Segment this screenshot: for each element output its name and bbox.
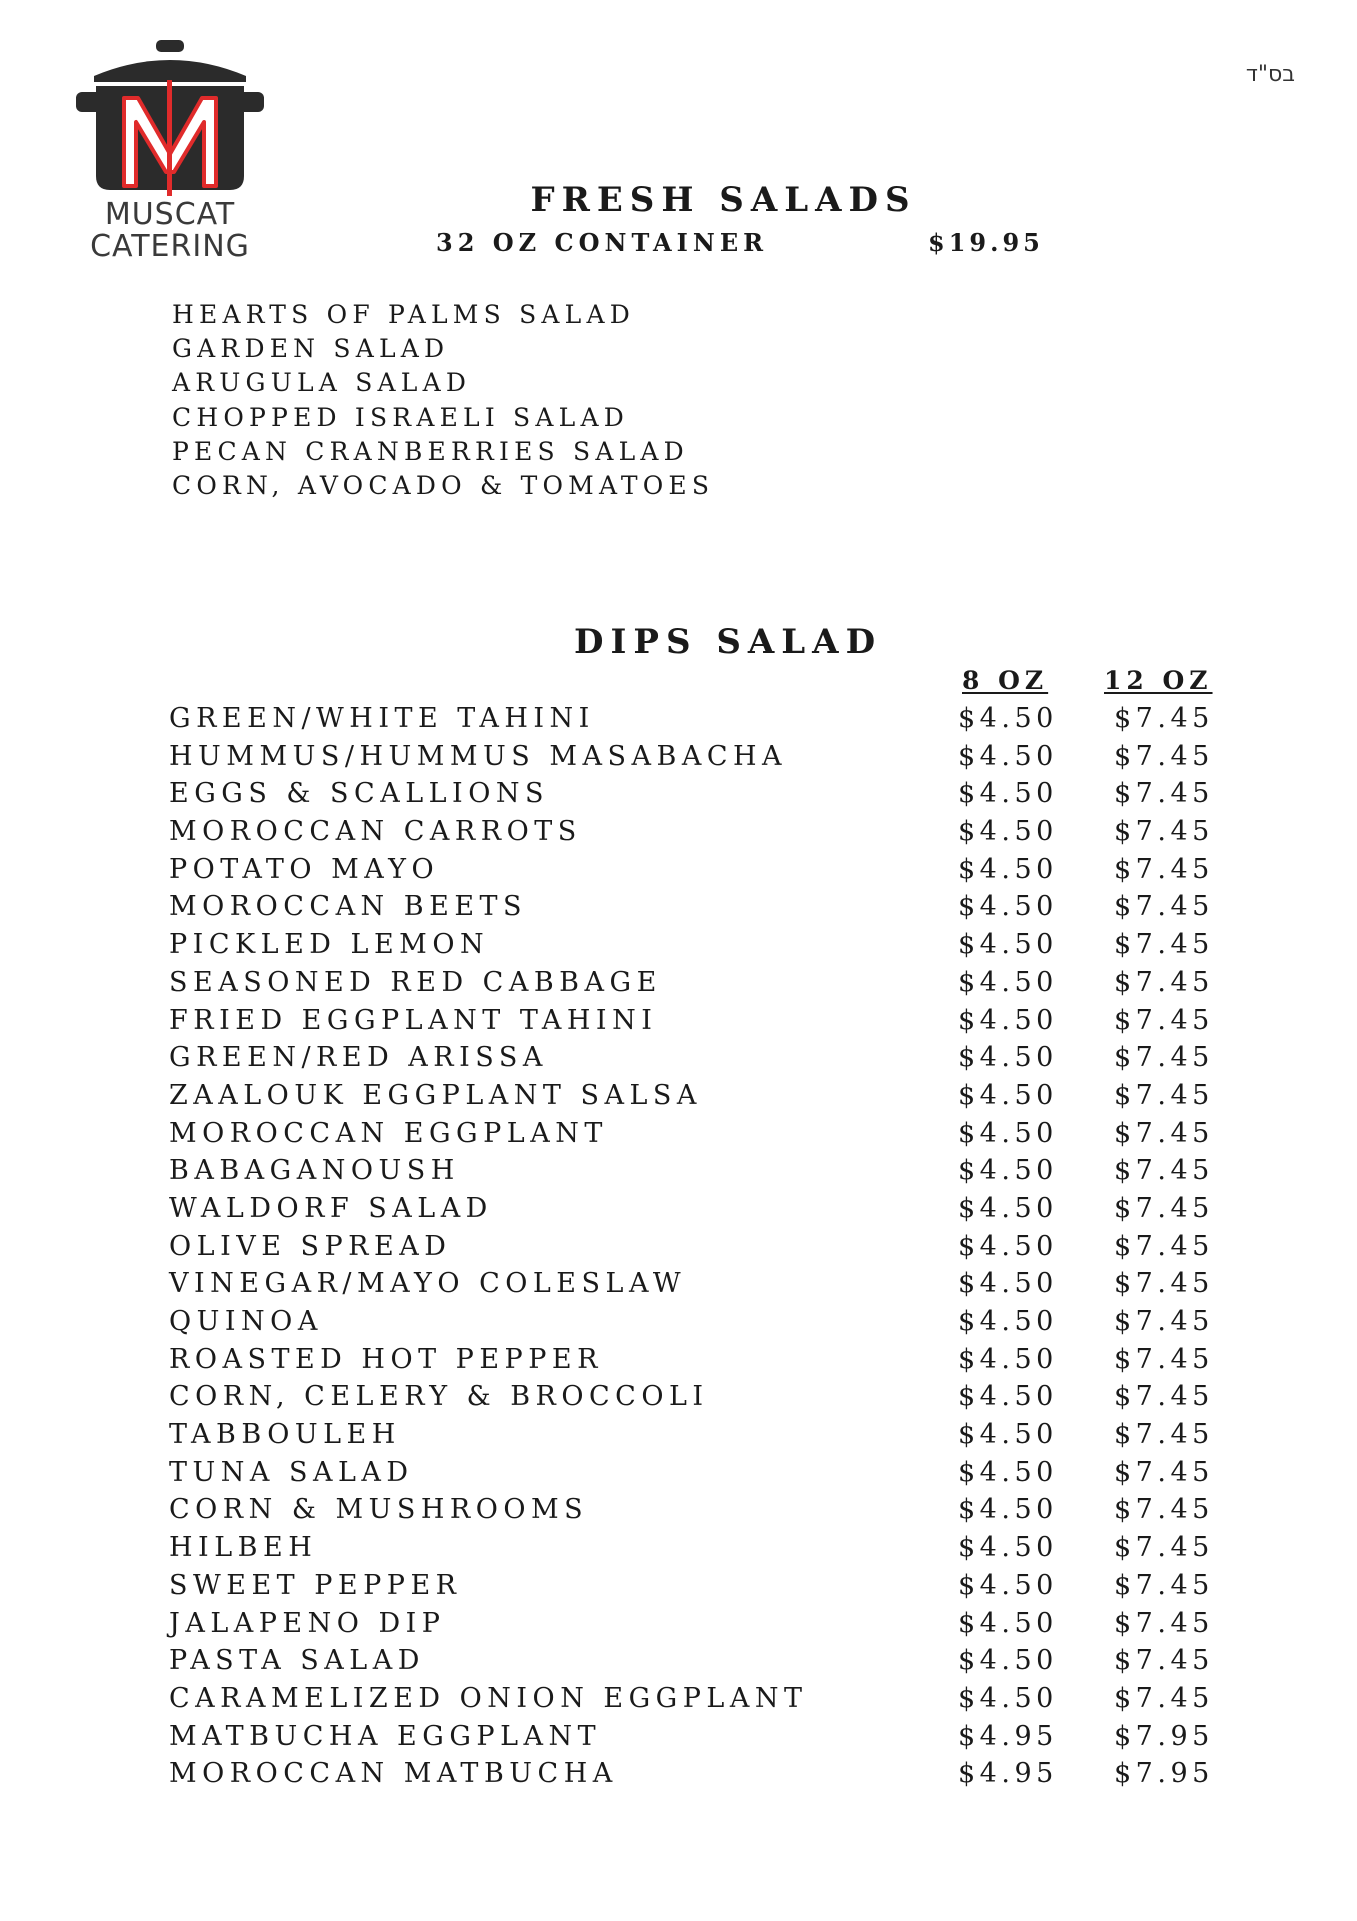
dip-name: JALAPENO DIP (169, 1607, 446, 1639)
price-12oz: $7.45 (1114, 740, 1214, 772)
price-8oz: $4.50 (958, 1192, 1058, 1224)
dip-row (0, 1190, 1357, 1228)
price-12oz: $7.45 (1114, 1645, 1214, 1677)
price-12oz: $7.45 (1114, 1042, 1214, 1074)
dip-row (0, 1454, 1357, 1492)
dips-salad-list (0, 700, 1357, 1793)
price-12oz: $7.45 (1114, 1569, 1214, 1601)
dip-name: GREEN/WHITE TAHINI (169, 703, 595, 734)
price-8oz: $4.50 (958, 1569, 1058, 1601)
dip-name: TUNA SALAD (169, 1456, 414, 1488)
price-8oz: $4.50 (958, 778, 1058, 810)
price-12oz: $7.45 (1114, 1682, 1214, 1714)
price-8oz: $4.50 (958, 1042, 1058, 1074)
price-12oz: $7.45 (1114, 703, 1214, 734)
price-8oz: $4.50 (958, 1682, 1058, 1714)
dip-name: VINEGAR/MAYO COLESLAW (169, 1268, 687, 1300)
fresh-salad-item: CHOPPED ISRAELI SALAD (172, 402, 629, 432)
dip-name: ZAALOUK EGGPLANT SALSA (169, 1079, 702, 1111)
dip-row (0, 1642, 1357, 1680)
dip-row (0, 1341, 1357, 1379)
dip-row (0, 1228, 1357, 1266)
dip-name: PICKLED LEMON (169, 929, 490, 961)
price-8oz: $4.50 (958, 1155, 1058, 1187)
dip-row (0, 1529, 1357, 1567)
price-8oz: $4.50 (958, 1381, 1058, 1413)
dip-row (0, 1303, 1357, 1341)
price-12oz: $7.95 (1114, 1758, 1214, 1790)
dip-row (0, 775, 1357, 813)
dip-row (0, 1002, 1357, 1040)
price-8oz: $4.50 (958, 1494, 1058, 1526)
price-8oz: $4.50 (958, 1343, 1058, 1375)
price-8oz: $4.50 (958, 1419, 1058, 1451)
dip-row (0, 1416, 1357, 1454)
price-12oz: $7.45 (1114, 1230, 1214, 1262)
dip-name: MOROCCAN MATBUCHA (169, 1758, 618, 1790)
dip-name: EGGS & SCALLIONS (169, 778, 549, 810)
dip-name: POTATO MAYO (169, 853, 440, 885)
dip-row (0, 1718, 1357, 1756)
price-8oz: $4.95 (958, 1758, 1058, 1790)
dip-name: BABAGANOUSH (169, 1155, 460, 1187)
dip-name: ROASTED HOT PEPPER (169, 1343, 603, 1375)
dip-name: MOROCCAN BEETS (169, 891, 528, 923)
price-12oz: $7.45 (1114, 1268, 1214, 1300)
container-label: 32 OZ CONTAINER (436, 228, 769, 257)
dip-name: QUINOA (169, 1306, 323, 1337)
dip-row (0, 1378, 1357, 1416)
column-header-12oz: 12 OZ (1104, 666, 1213, 695)
pot-logo-icon (72, 36, 268, 196)
dip-row (0, 738, 1357, 776)
price-12oz: $7.45 (1114, 891, 1214, 923)
price-12oz: $7.45 (1114, 1456, 1214, 1488)
dip-name: WALDORF SALAD (169, 1192, 493, 1224)
dip-row (0, 851, 1357, 889)
price-8oz: $4.50 (958, 1230, 1058, 1262)
price-8oz: $4.50 (958, 853, 1058, 885)
price-8oz: $4.50 (958, 1079, 1058, 1111)
dip-name: CORN, CELERY & BROCCOLI (169, 1381, 709, 1413)
price-12oz: $7.45 (1114, 778, 1214, 810)
price-8oz: $4.50 (958, 1268, 1058, 1300)
dip-row (0, 813, 1357, 851)
fresh-salads-list (172, 298, 714, 503)
price-12oz: $7.45 (1114, 853, 1214, 885)
dip-name: SEASONED RED CABBAGE (169, 966, 662, 998)
fresh-salad-item: HEARTS OF PALMS SALAD (172, 300, 635, 329)
price-12oz: $7.45 (1114, 1419, 1214, 1451)
container-price: $19.95 (928, 228, 1044, 257)
price-12oz: $7.45 (1114, 929, 1214, 961)
dip-name: MOROCCAN CARROTS (169, 816, 582, 848)
dip-name: GREEN/RED ARISSA (169, 1042, 548, 1074)
dip-row (0, 700, 1357, 738)
dip-row (0, 964, 1357, 1002)
price-8oz: $4.50 (958, 1306, 1058, 1337)
dip-name: HUMMUS/HUMMUS MASABACHA (169, 740, 788, 772)
price-8oz: $4.50 (958, 1532, 1058, 1564)
fresh-salads-title: FRESH SALADS (530, 180, 917, 220)
dip-name: MATBUCHA EGGPLANT (169, 1720, 602, 1752)
dip-name: FRIED EGGPLANT TAHINI (169, 1004, 658, 1036)
dip-name: SWEET PEPPER (169, 1569, 462, 1601)
dip-row (0, 926, 1357, 964)
dip-row (0, 888, 1357, 926)
dip-name: TABBOULEH (169, 1419, 401, 1451)
dip-row (0, 1567, 1357, 1605)
price-8oz: $4.50 (958, 740, 1058, 772)
price-8oz: $4.50 (958, 929, 1058, 961)
price-8oz: $4.50 (958, 891, 1058, 923)
dip-row (0, 1039, 1357, 1077)
price-12oz: $7.45 (1114, 1532, 1214, 1564)
dip-name: CORN & MUSHROOMS (169, 1494, 589, 1526)
dip-row (0, 1152, 1357, 1190)
column-header-8oz: 8 OZ (962, 666, 1049, 695)
price-8oz: $4.50 (958, 1607, 1058, 1639)
dip-row (0, 1605, 1357, 1643)
price-12oz: $7.45 (1114, 1306, 1214, 1337)
price-12oz: $7.45 (1114, 1494, 1214, 1526)
price-8oz: $4.50 (958, 1117, 1058, 1149)
hebrew-header: בס"ד (1245, 62, 1295, 87)
dip-row (0, 1680, 1357, 1718)
dips-salad-title: DIPS SALAD (574, 622, 883, 662)
price-8oz: $4.50 (958, 1645, 1058, 1677)
dip-row (0, 1115, 1357, 1153)
price-12oz: $7.95 (1114, 1720, 1214, 1752)
price-8oz: $4.50 (958, 816, 1058, 848)
price-12oz: $7.45 (1114, 1155, 1214, 1187)
price-12oz: $7.45 (1114, 1004, 1214, 1036)
dip-name: MOROCCAN EGGPLANT (169, 1117, 608, 1149)
fresh-salad-item: CORN, AVOCADO & TOMATOES (172, 470, 715, 500)
logo (72, 36, 268, 268)
price-12oz: $7.45 (1114, 966, 1214, 998)
fresh-salad-item: GARDEN SALAD (172, 334, 450, 364)
price-8oz: $4.50 (958, 966, 1058, 998)
dip-name: CARAMELIZED ONION EGGPLANT (169, 1682, 808, 1714)
dip-row (0, 1491, 1357, 1529)
dip-row (0, 1265, 1357, 1303)
price-8oz: $4.95 (958, 1720, 1058, 1752)
dip-row (0, 1077, 1357, 1115)
dip-name: PASTA SALAD (169, 1645, 425, 1677)
dip-name: HILBEH (169, 1532, 318, 1564)
price-8oz: $4.50 (958, 1004, 1058, 1036)
price-12oz: $7.45 (1114, 1192, 1214, 1224)
price-12oz: $7.45 (1114, 1079, 1214, 1111)
logo-line1: MUSCAT (104, 197, 236, 232)
price-8oz: $4.50 (958, 1456, 1058, 1488)
price-12oz: $7.45 (1114, 1381, 1214, 1413)
price-12oz: $7.45 (1114, 1607, 1214, 1639)
dip-name: OLIVE SPREAD (169, 1230, 452, 1262)
price-8oz: $4.50 (958, 703, 1058, 734)
logo-line2: CATERING (90, 229, 250, 264)
price-12oz: $7.45 (1114, 816, 1214, 848)
fresh-salad-item: PECAN CRANBERRIES SALAD (172, 436, 689, 466)
price-12oz: $7.45 (1114, 1343, 1214, 1375)
fresh-salad-item: ARUGULA SALAD (172, 368, 472, 398)
dip-row (0, 1755, 1357, 1793)
price-12oz: $7.45 (1114, 1117, 1214, 1149)
